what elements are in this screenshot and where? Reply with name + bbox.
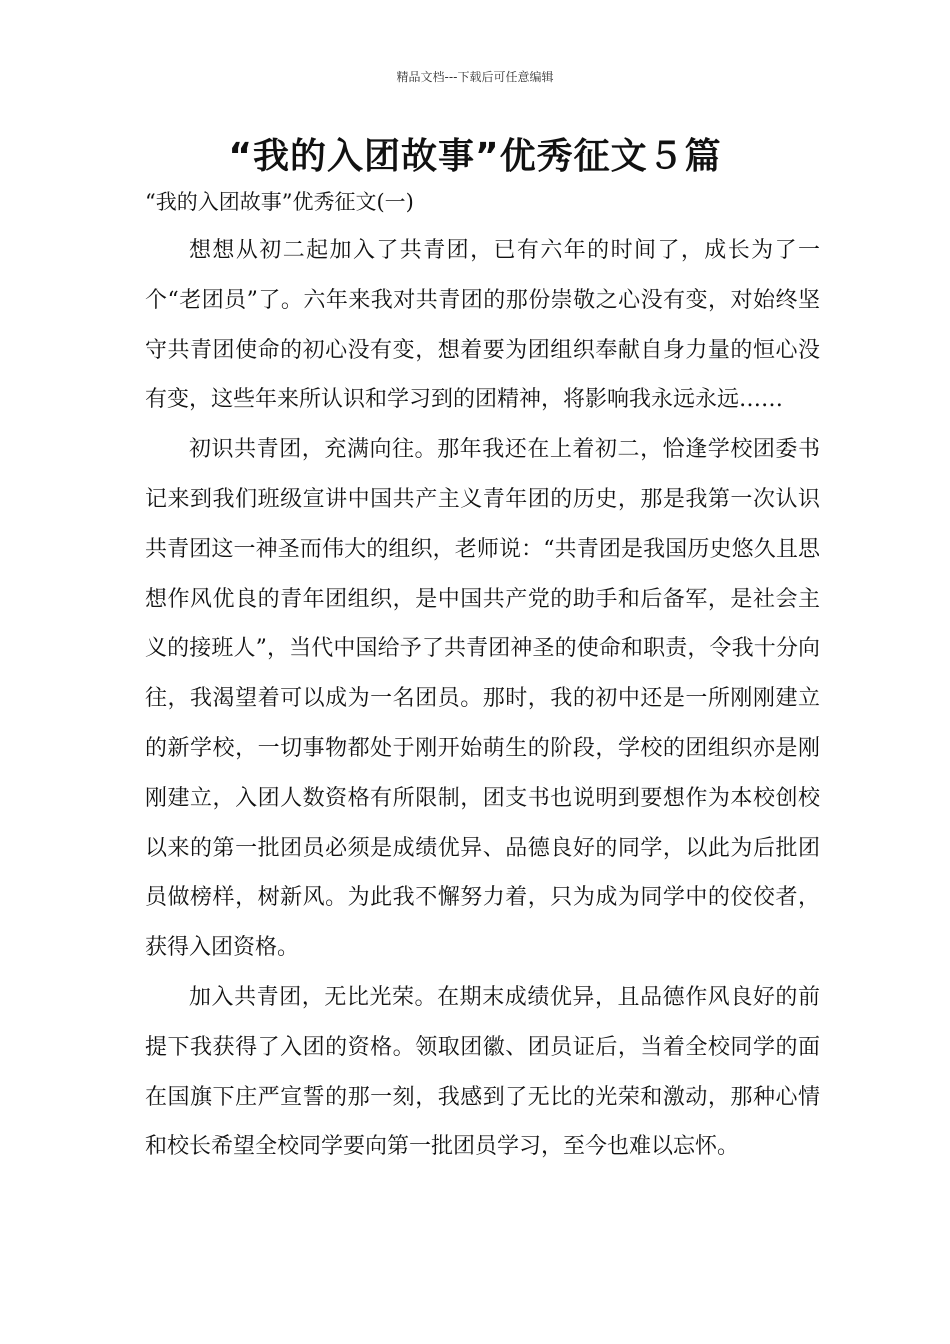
paragraph-joining: 加入共青团，无比光荣。在期末成绩优异，且品德作风良好的前提下我获得了入团的资格。领取团徽、团员证后，当着全校同学的面在国旗下庄严宣誓的那一刻，我感到了无比的光荣和激动，那种心情和校长希望全校同学要向第一批团员学习，至今也难以忘怀。 — [145, 984, 820, 1160]
paragraph-intro: 想想从初二起加入了共青团，已有六年的时间了，成长为了一个“老团员”了。六年来我对共青团的那份崇敬之心没有变，对始终坚守共青团使命的初心没有变，想着要为团组织奉献自身力量的恒心没有变，这些年来所认识和学习到的团精神，将影响我永远永远…… — [145, 238, 820, 413]
article-body — [145, 226, 820, 1172]
page-header-note: 精品文档---下载后可任意编辑 — [396, 70, 554, 84]
paragraph-first-encounter: 初识共青团，充满向往。那年我还在上着初二，恰逢学校团委书记来到我们班级宣讲中国共产主义青年团的历史，那是我第一次认识共青团这一神圣而伟大的组织，老师说：“共青团是我国历史悠久且思想作风优良的青年团组织，是中国共产党的助手和后备军，是社会主义的接班人”，当代中国给予了共青团神圣的使命和职责，令我十分向往，我渴望着可以成为一名团员。那时，我的初中还是一所刚刚建立的新学校，一切事物都处于刚开始萌生的阶段，学校的团组织亦是刚刚建立，入团人数资格有所限制，团支书也说明到要想作为本校创校以来的第一批团员必须是成绩优异、品德良好的同学，以此为后批团员做榜样，树新风。为此我不懈努力着，只为成为同学中的佼佼者，获得入团资格。 — [145, 437, 820, 961]
section-heading: “我的入团故事”优秀征文(一) — [145, 190, 414, 214]
document-title: “我的入团故事”优秀征文５篇 — [228, 136, 722, 177]
